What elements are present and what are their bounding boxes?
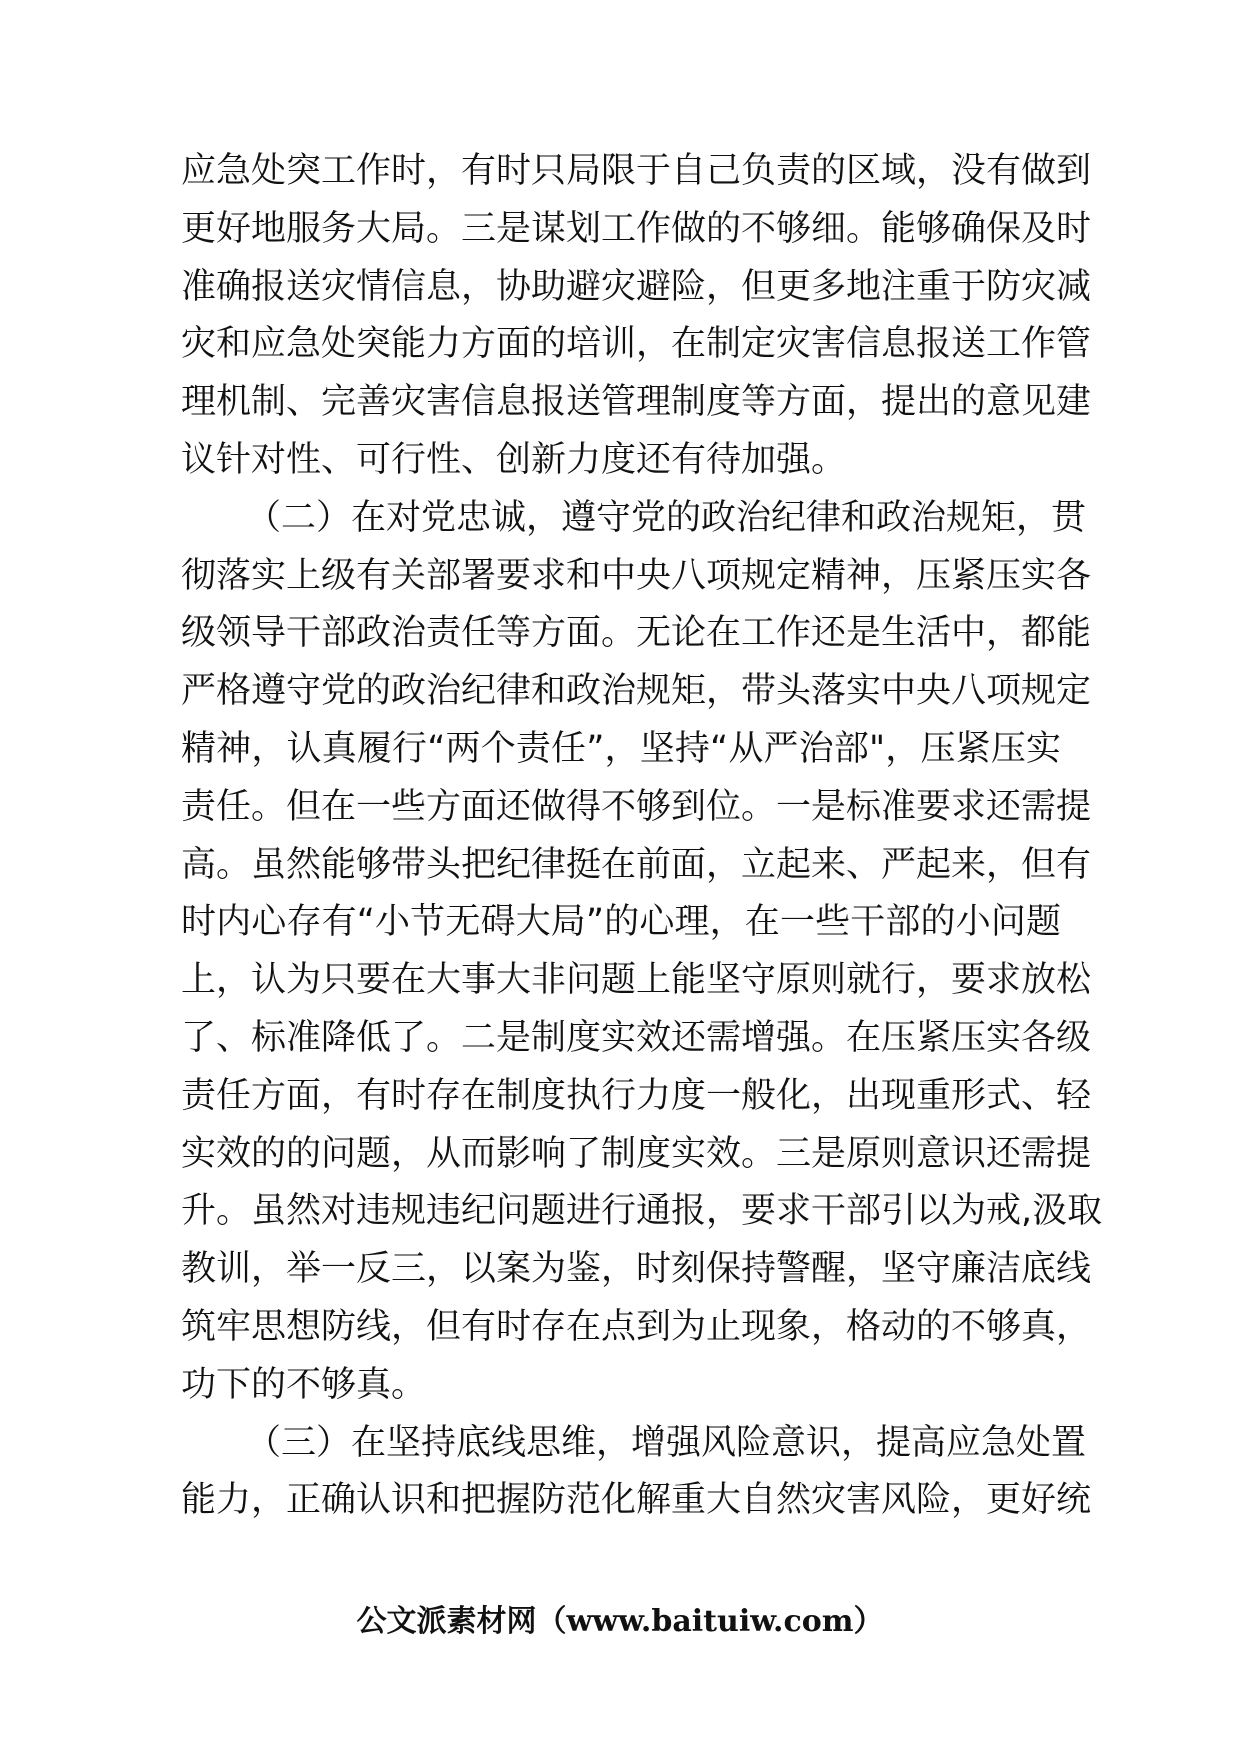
paragraph-first-line: （三）在坚持底线思维，增强风险意识，提高应急处置 [246, 1422, 1087, 1463]
text-line: 严格遵守党的政治纪律和政治规矩，带头落实中央八项规定 [181, 671, 1092, 712]
text-line: 实效的的问题，从而影响了制度实效。三是原则意识还需提 [181, 1133, 1092, 1174]
text-line: 教训，举一反三，以案为鉴，时刻保持警醒，坚守廉洁底线 [181, 1249, 1092, 1290]
text-line: 升。虽然对违规违纪问题进行通报，要求干部引以为戒,汲取 [181, 1191, 1103, 1232]
text-line: 精神，认真履行“两个责任”，坚持“从严治部"，压紧压实 [181, 728, 1061, 769]
text-line: 应急处突工作时，有时只局限于自己负责的区域，没有做到 [181, 151, 1092, 191]
text-line: 筑牢思想防线，但有时存在点到为止现象，格动的不够真， [181, 1306, 1092, 1347]
paragraph-first-line: （二）在对党忠诚，遵守党的政治纪律和政治规矩，贯 [246, 497, 1087, 538]
text-line: 功下的不够真。 [181, 1364, 427, 1405]
text-line: 灾和应急处突能力方面的培训，在制定灾害信息报送工作管 [181, 324, 1092, 365]
text-line: 上，认为只要在大事大非问题上能坚守原则就行，要求放松 [181, 960, 1092, 1001]
text-line: 能力，正确认识和把握防范化解重大自然灾害风险，更好统 [181, 1480, 1092, 1521]
text-line: 级领导干部政治责任等方面。无论在工作还是生活中，都能 [181, 613, 1092, 654]
text-line: 理机制、完善灾害信息报送管理制度等方面，提出的意见建 [181, 382, 1092, 423]
text-line: 时内心存有“小节无碍大局”的心理，在一些干部的小问题 [181, 902, 1061, 943]
text-line: 议针对性、可行性、创新力度还有待加强。 [181, 439, 847, 480]
text-line: 准确报送灾情信息，协助避灾避险，但更多地注重于防灾减 [181, 266, 1092, 307]
text-line: 彻落实上级有关部署要求和中央八项规定精神，压紧压实各 [181, 555, 1092, 596]
text-line: 更好地服务大局。三是谋划工作做的不够细。能够确保及时 [181, 208, 1092, 249]
footer-source-text: 公文派素材网（www.baituiw.com） [356, 1604, 884, 1639]
text-line: 责任方面，有时存在制度执行力度一般化，出现重形式、轻 [181, 1075, 1092, 1116]
document-body [181, 143, 1103, 1530]
text-line: 高。虽然能够带头把纪律挺在前面，立起来、严起来，但有 [181, 844, 1092, 885]
text-line: 了、标准降低了。二是制度实效还需增强。在压紧压实各级 [181, 1017, 1092, 1058]
text-line: 责任。但在一些方面还做得不够到位。一是标准要求还需提 [181, 786, 1092, 827]
